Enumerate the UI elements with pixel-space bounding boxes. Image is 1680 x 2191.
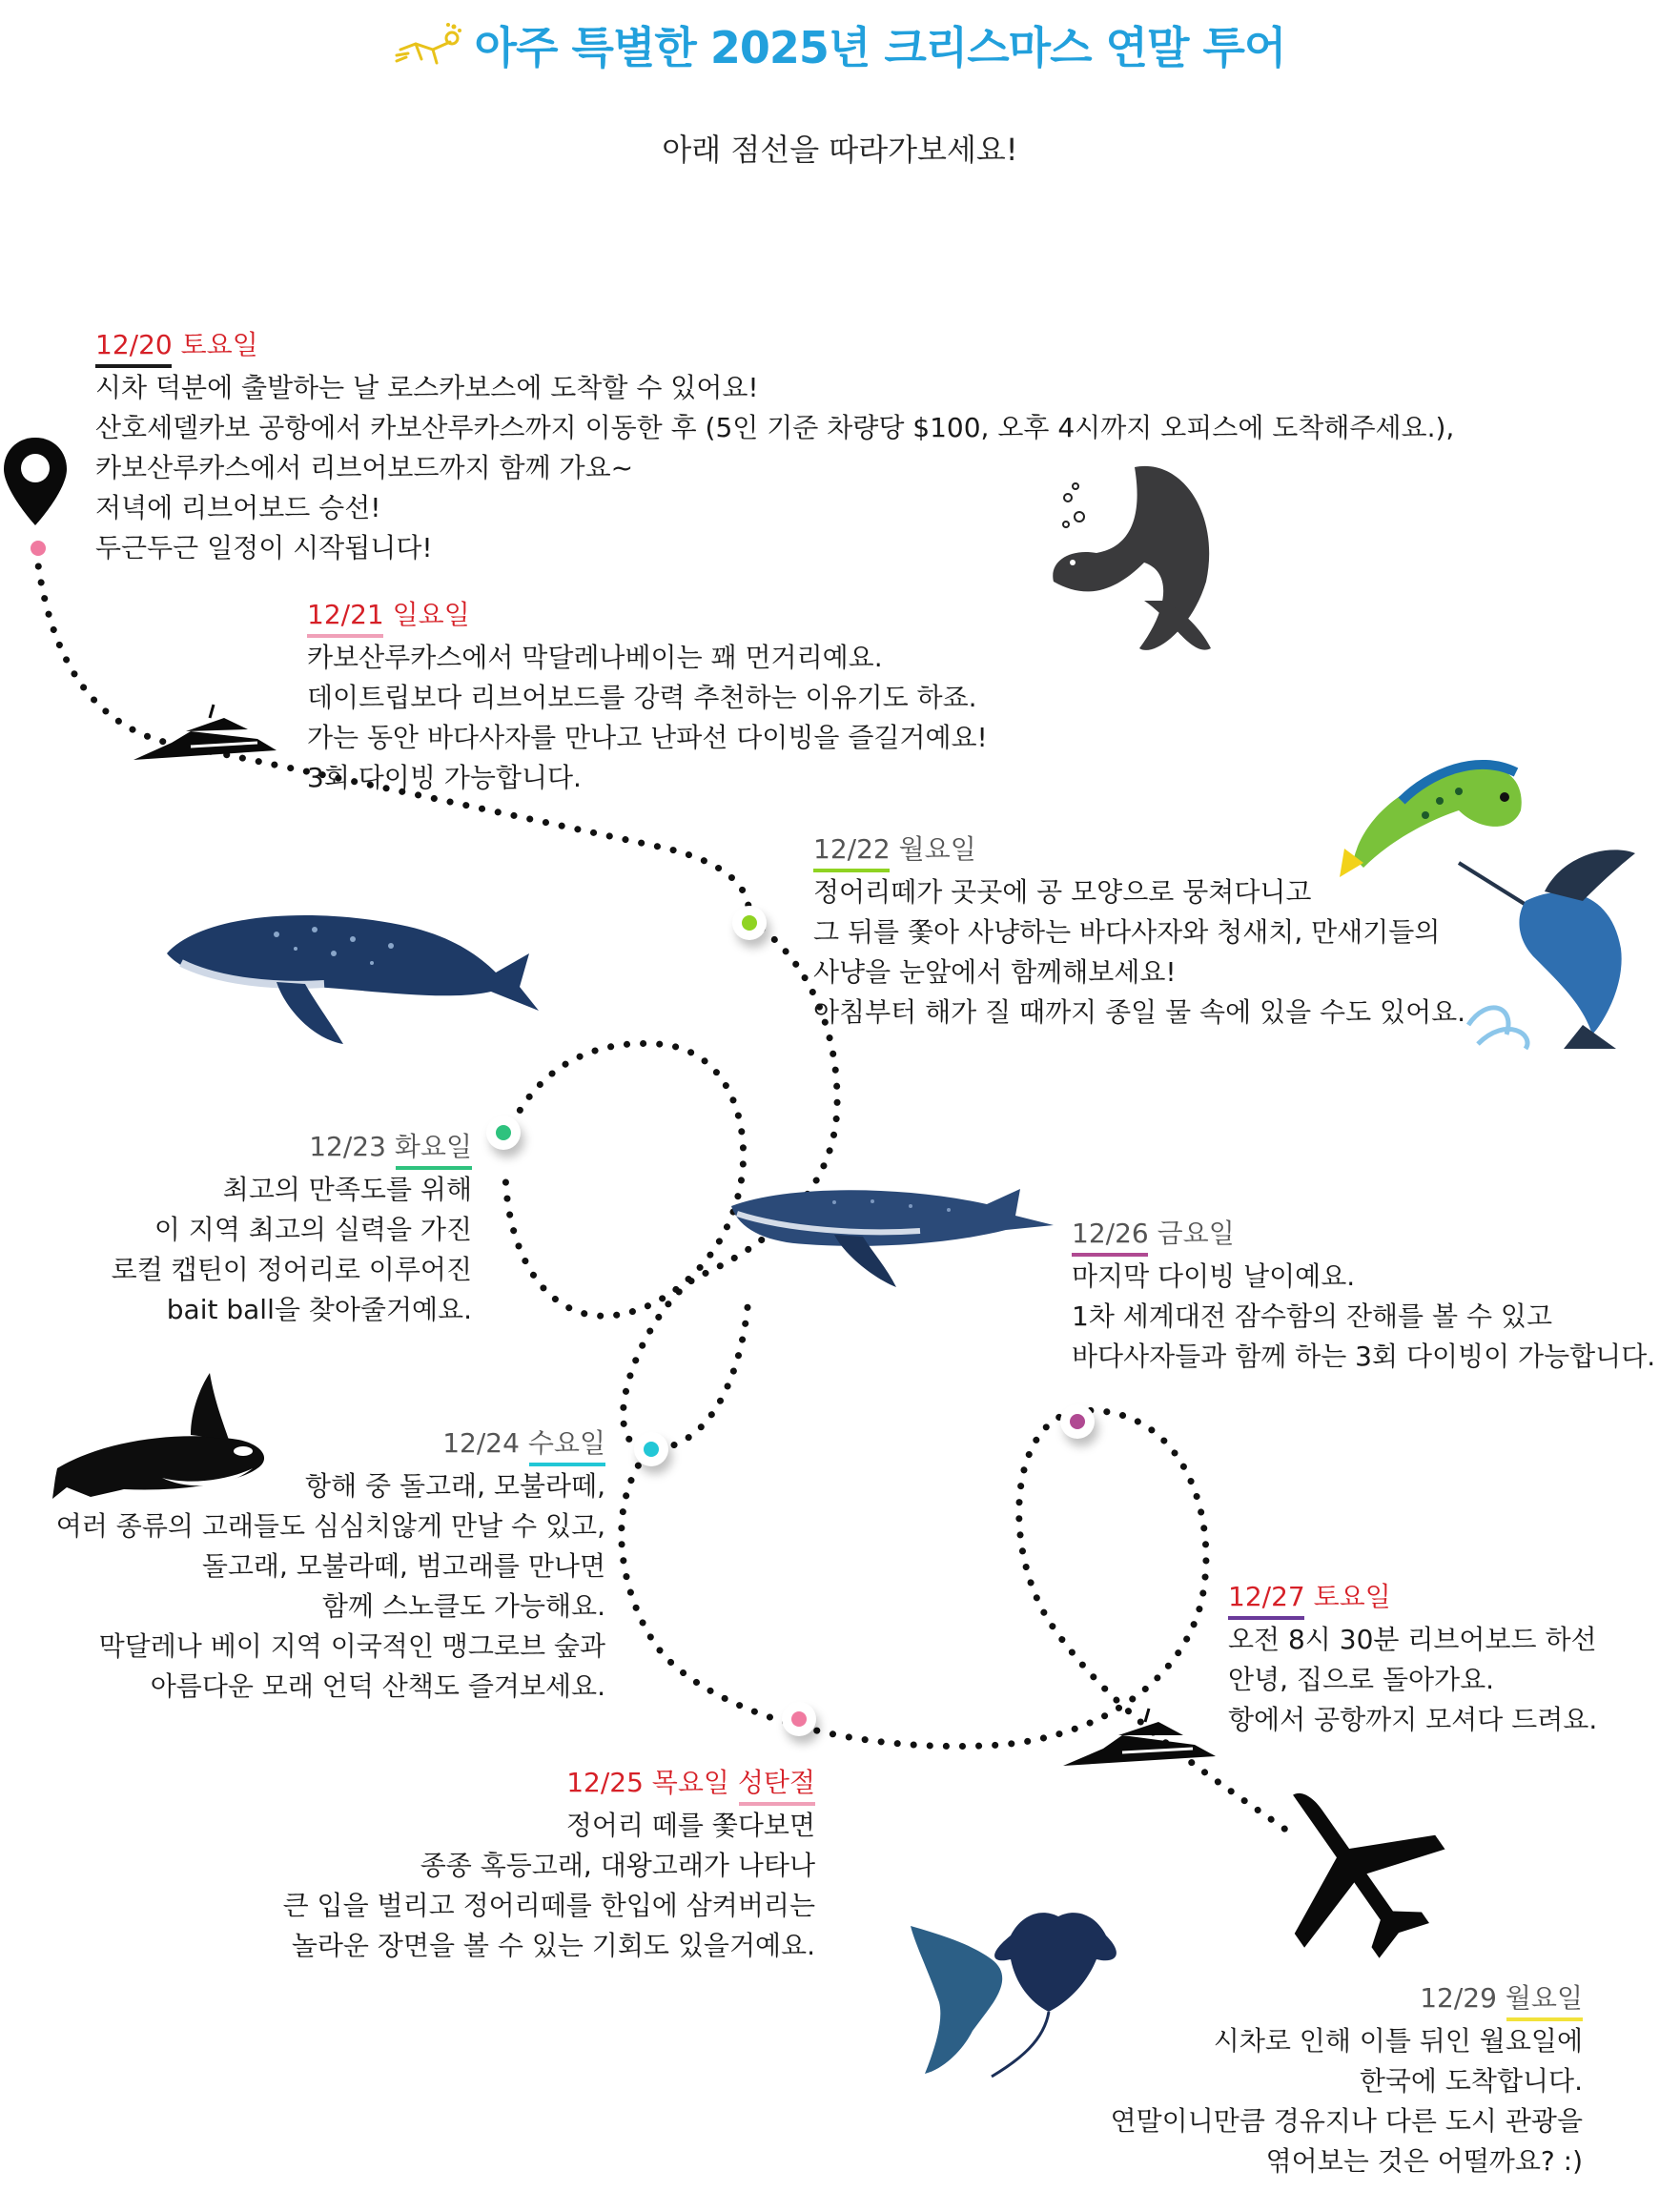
marlin-icon xyxy=(1449,844,1640,1054)
date-underline xyxy=(1228,1616,1304,1620)
marker-dot-1222 xyxy=(742,915,757,931)
day-weekday: 토요일 xyxy=(1313,1581,1391,1612)
day-date: 12/22 xyxy=(813,833,891,865)
day-description: 최고의 만족도를 위해 이 지역 최고의 실력을 가진 로컬 캡틴이 정어리로 이루어진 bait ball을 찾아줄거예요. xyxy=(111,1174,472,1325)
yacht-icon xyxy=(133,701,286,768)
day-heading xyxy=(813,832,976,872)
date-underline xyxy=(307,634,383,638)
day-date: 12/25 xyxy=(566,1767,644,1798)
day-weekday: 목요일 성탄절 xyxy=(651,1767,815,1798)
day-heading xyxy=(566,1766,815,1806)
date-underline xyxy=(95,364,172,368)
day-description: 정어리떼가 곳곳에 공 모양으로 뭉쳐다니고 그 뒤를 쫓아 사냥하는 바다사자와 청새치, 만새기들의 사냥을 눈앞에서 함께해보세요! 아침부터 해가 질 때까지 종일 물 속에 있을 수도 있어요. xyxy=(813,876,1466,1028)
day-1224 xyxy=(19,1426,605,1707)
date-underline xyxy=(813,869,890,872)
date-underline xyxy=(529,1463,605,1466)
yacht-icon-2 xyxy=(1063,1707,1220,1773)
day-description: 정어리 떼를 쫓다보면 종종 혹등고래, 대왕고래가 나타나 큰 입을 벌리고 정어리떼를 한입에 삼켜버리는 놀라운 장면을 볼 수 있는 기회도 있을거예요. xyxy=(282,1810,815,1961)
marker-dot-1226 xyxy=(1070,1414,1085,1429)
scuba-diver-icon xyxy=(395,21,465,69)
day-1229 xyxy=(1049,1981,1583,2181)
day-1223 xyxy=(19,1130,472,1330)
day-weekday: 수요일 xyxy=(527,1427,605,1459)
day-heading xyxy=(1072,1217,1235,1257)
marker-1224 xyxy=(634,1432,668,1466)
day-1225 xyxy=(172,1766,815,1966)
day-heading xyxy=(307,598,470,638)
day-description: 오전 8시 30분 리브어보드 하선 안녕, 집으로 돌아가요. 항에서 공항까지 모셔다 드려요. xyxy=(1228,1624,1598,1735)
airplane-icon xyxy=(1259,1773,1449,1964)
day-date: 12/26 xyxy=(1072,1218,1149,1249)
marker-1222 xyxy=(732,906,767,940)
date-underline xyxy=(1506,2017,1583,2021)
day-date: 12/23 xyxy=(309,1131,386,1162)
marker-1223 xyxy=(486,1116,521,1150)
day-weekday: 월요일 xyxy=(898,833,976,865)
day-weekday: 월요일 xyxy=(1505,1982,1583,2014)
marker-dot-1223 xyxy=(496,1125,511,1140)
day-heading xyxy=(1420,1981,1583,2021)
day-description: 카보산루카스에서 막달레나베이는 꽤 먼거리예요. 데이트립보다 리브어보드를 강력 추천하는 이유기도 하죠. 가는 동안 바다사자를 만나고 난파선 다이빙을 즐길거예요! 3회 다이빙 가능합니다. xyxy=(307,642,988,793)
day-date: 12/27 xyxy=(1228,1581,1305,1612)
day-heading xyxy=(95,328,258,368)
marker-1225 xyxy=(782,1702,816,1736)
day-date: 12/21 xyxy=(307,599,384,630)
day-weekday: 화요일 xyxy=(394,1131,472,1162)
map-pin-icon xyxy=(0,434,71,558)
day-description: 시차 덕분에 출발하는 날 로스카보스에 도착할 수 있어요! 산호세델카보 공항에서 카보산루카스까지 이동한 후 (5인 기준 차량당 $100, 오후 4시까지 오피스에 도착해주세요.), 카보산루카스에서 리브어보드까지 함께 가요~ 저녁에 리브어보드 승선! 두근두근 일정이 시작됩니다! xyxy=(95,372,1455,563)
start-marker xyxy=(31,541,46,556)
blue-whale-icon xyxy=(729,1177,1058,1292)
day-heading xyxy=(309,1130,472,1170)
day-date: 12/20 xyxy=(95,329,173,360)
humpback-whale-icon xyxy=(162,896,543,1049)
marker-1226 xyxy=(1060,1404,1095,1439)
day-weekday: 금요일 xyxy=(1157,1218,1235,1249)
day-description: 시차로 인해 이틀 뒤인 월요일에 한국에 도착합니다. 연말이니만큼 경유지나 다른 도시 관광을 엮어보는 것은 어떨까요? :) xyxy=(1110,2025,1583,2177)
day-date: 12/24 xyxy=(442,1427,520,1459)
day-1220 xyxy=(95,328,1454,568)
date-underline xyxy=(396,1166,472,1170)
day-heading xyxy=(442,1426,605,1466)
day-weekday: 토요일 xyxy=(180,329,258,360)
date-underline xyxy=(739,1802,815,1806)
marker-dot-1224 xyxy=(644,1442,659,1457)
day-date: 12/29 xyxy=(1420,1982,1497,2014)
day-description: 항해 중 돌고래, 모불라떼, 여러 종류의 고래들도 심심치않게 만날 수 있고, 돌고래, 모불라떼, 범고래를 만나면 함께 스노클도 가능해요. 막달레나 베이 지역 이국적인 맹그로브 숲과 아름다운 모래 언덕 산책도 즐겨보세요. xyxy=(55,1470,605,1702)
day-description: 마지막 다이빙 날이예요. 1차 세계대전 잠수함의 잔해를 볼 수 있고 바다사자들과 함께 하는 3회 다이빙이 가능합니다. xyxy=(1072,1260,1656,1372)
day-weekday: 일요일 xyxy=(392,599,470,630)
page-title xyxy=(0,13,1680,76)
day-1222 xyxy=(813,832,1465,1033)
title-text: 아주 특별한 2025년 크리스마스 연말 투어 xyxy=(474,22,1286,73)
date-underline xyxy=(1072,1253,1148,1257)
day-1227 xyxy=(1228,1580,1597,1740)
day-1226 xyxy=(1072,1217,1655,1377)
day-heading xyxy=(1228,1580,1391,1620)
subtitle: 아래 점선을 따라가보세요! xyxy=(662,132,1018,168)
day-1221 xyxy=(307,598,988,798)
marker-dot-1225 xyxy=(791,1711,807,1727)
